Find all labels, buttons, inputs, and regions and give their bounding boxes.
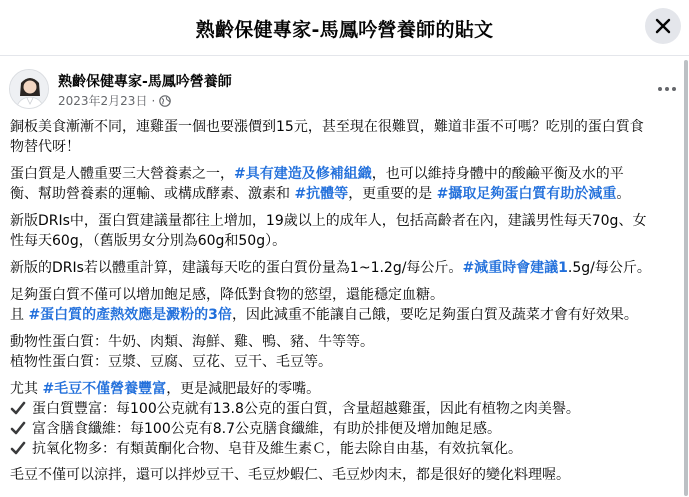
- text-line: 物替代呀！: [10, 139, 80, 155]
- hashtag-link[interactable]: #蛋白質的產熱效應是澱粉的3倍: [28, 307, 232, 323]
- text-span: ，也可以維持身體中的酸鹼平衡及水的平: [371, 166, 624, 182]
- paragraph: [10, 465, 685, 485]
- text-span: 衡、幫助營養素的運輸、或構成酵素、激素和: [10, 186, 295, 202]
- bullet-text: 抗氧化物多：有類黃酮化合物、皂苷及維生素Ｃ，能去除自由基，有效抗氧化。: [32, 441, 522, 457]
- text-span: 新版的DRIs若以體重計算，建議每天吃的蛋白質份量為1~1.2g/每公斤。: [10, 260, 463, 276]
- text-line: 毛豆不僅可以涼拌，還可以拌炒豆干、毛豆炒蝦仁、毛豆炒肉末，都是很好的變化料理喔。: [10, 467, 570, 483]
- post-body: [10, 117, 685, 492]
- dialog-title: 熟齡保健專家-馬鳳吟營養師的貼文: [195, 19, 494, 41]
- post-meta: [58, 92, 171, 109]
- hashtag-link[interactable]: #具有建造及修補組織: [234, 166, 372, 182]
- close-button[interactable]: [645, 8, 681, 44]
- paragraph: [10, 211, 685, 251]
- meta-separator: ·: [151, 93, 156, 108]
- more-icon-dot: [665, 87, 669, 91]
- more-icon-dot: [658, 87, 662, 91]
- paragraph: [10, 332, 685, 372]
- more-icon-dot: [672, 87, 676, 91]
- avatar-image: [10, 70, 49, 109]
- text-span: 尤其: [10, 381, 43, 397]
- post-author[interactable]: 熟齡保健專家-馬鳳吟營養師: [58, 74, 232, 90]
- text-line: 性每天60g，（舊版男女分別為60g和50g）。: [10, 233, 287, 249]
- text-line: 足夠蛋白質不僅可以增加飽足感，降低對食物的慾望，還能穩定血糖。: [10, 287, 444, 303]
- text-line: 動物性蛋白質：牛奶、肉類、海鮮、雞、鴨、豬、牛等等。: [10, 334, 374, 350]
- avatar[interactable]: [9, 69, 49, 109]
- globe-icon: [159, 95, 171, 107]
- text-span: ，更是減肥最好的零嘴。: [166, 381, 321, 397]
- more-options-button[interactable]: [652, 76, 682, 102]
- check-mark-icon: [10, 440, 26, 456]
- text-span: 。: [616, 186, 631, 202]
- paragraph: [10, 258, 685, 278]
- check-mark-icon: [10, 400, 26, 416]
- text-line: [10, 184, 685, 204]
- bullet-text: 富含膳食纖維：每100公克有8.7公克膳食纖維，有助於排便及增加飽足感。: [32, 421, 501, 437]
- close-icon: [655, 18, 671, 34]
- hashtag-link[interactable]: #抗體等: [294, 186, 349, 202]
- bullet-line: [10, 399, 685, 419]
- paragraph: [10, 285, 685, 325]
- hashtag-link[interactable]: #減重時會建議1: [462, 260, 568, 276]
- dialog-header: [0, 0, 689, 56]
- text-span: ，更重要的是: [348, 186, 437, 202]
- text-span: ，因此減重不能讓自己餓，要吃足夠蛋白質及蔬菜才會有好效果。: [231, 307, 638, 323]
- paragraph: [10, 379, 685, 459]
- text-line: [10, 164, 685, 184]
- text-span: 蛋白質是人體重要三大營養素之一，: [10, 166, 234, 182]
- text-line: [10, 305, 685, 325]
- hashtag-link[interactable]: #毛豆不僅營養豐富: [42, 381, 167, 397]
- check-mark-icon: [10, 420, 26, 436]
- paragraph: [10, 164, 685, 204]
- post-date[interactable]: 2023年2月23日: [58, 94, 148, 108]
- bullet-text: 蛋白質豐富：每100公克就有13.8公克的蛋白質，含量超越雞蛋，因此有植物之肉美譽。: [32, 401, 580, 417]
- text-line: 銅板美食漸漸不同，連雞蛋一個也要漲價到15元，甚至現在很難買，難道非蛋不可嗎？吃別的蛋白質食: [10, 119, 644, 135]
- hashtag-link[interactable]: #攝取足夠蛋白質有助於減重: [436, 186, 617, 202]
- text-span: 且: [10, 307, 29, 323]
- text-span: .5g/每公斤。: [567, 260, 651, 276]
- bullet-line: [10, 439, 685, 459]
- text-line: [10, 379, 685, 399]
- text-line: [10, 258, 685, 278]
- paragraph: [10, 117, 685, 157]
- text-line: 新版DRIs中，蛋白質建議量都往上增加，19歲以上的成年人，包括高齡者在內，建議男性每天70g、女: [10, 213, 647, 229]
- bullet-line: [10, 419, 685, 439]
- text-line: 植物性蛋白質：豆漿、豆腐、豆花、豆干、毛豆等。: [10, 354, 332, 370]
